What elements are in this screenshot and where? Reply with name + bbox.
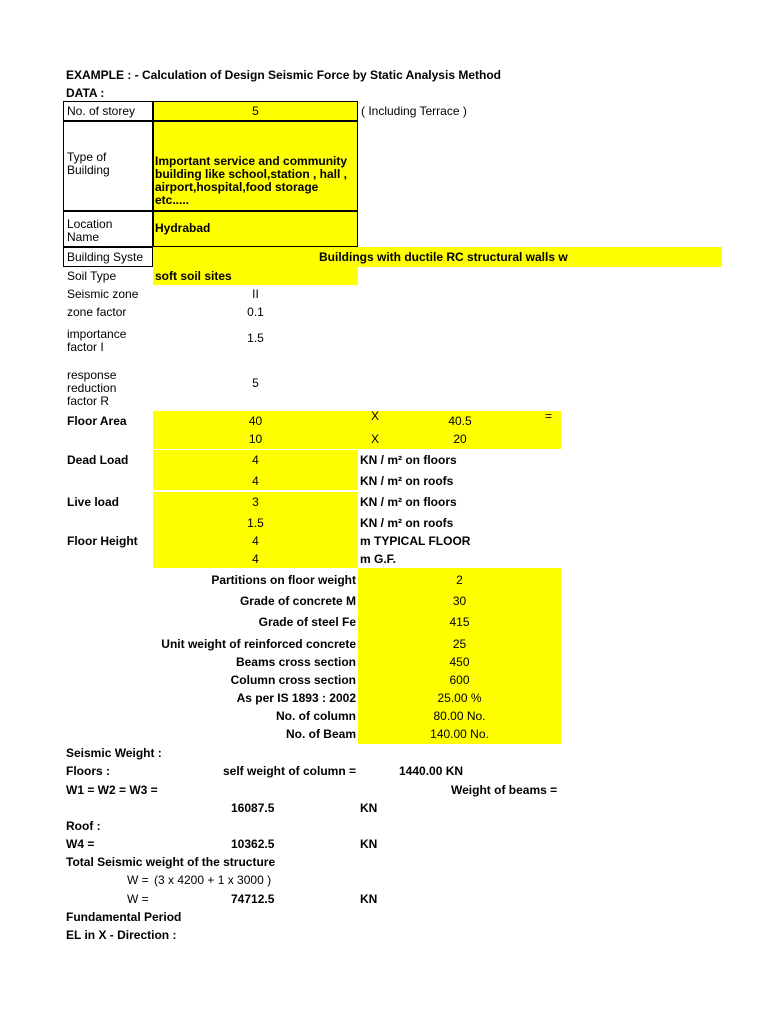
floor-height-label: Floor Height (67, 534, 138, 548)
dead-load-u1: KN / m² on floors (360, 453, 457, 467)
prop-label-beam-section: Beams cross section (235, 655, 356, 669)
response-value: 5 (252, 376, 259, 390)
importance-value: 1.5 (247, 331, 264, 345)
self-weight-value: 1440.00 KN (399, 764, 464, 778)
w-label: W = (127, 892, 149, 906)
live-load-u1: KN / m² on floors (360, 495, 457, 509)
self-weight-label: self weight of column = (223, 764, 357, 778)
building-system-value: Buildings with ductile RC structural walls w (319, 250, 568, 264)
floor-height-v1: 4 (252, 534, 259, 548)
w-formula-label: W = (127, 873, 149, 887)
dead-load-v1: 4 (252, 453, 259, 467)
floor-area-x1: X (371, 409, 380, 423)
building-type-label: Type of Building (67, 150, 110, 177)
prop-label-no-column: No. of column (276, 709, 356, 723)
roof-label: Roof : (66, 819, 101, 833)
prop-value-column-section[interactable]: 600 (449, 673, 470, 687)
w123-unit: KN (360, 801, 378, 815)
floor-area-label: Floor Area (67, 414, 127, 428)
storey-value: 5 (252, 104, 259, 118)
building-system-label: Building Syste (67, 250, 144, 264)
floor-height-u1: m TYPICAL FLOOR (360, 534, 471, 548)
soil-label: Soil Type (67, 269, 117, 283)
w4-label: W4 = (66, 837, 95, 851)
dead-load-label: Dead Load (67, 453, 129, 467)
seismic-zone-value: II (252, 287, 259, 301)
prop-value-beam-section[interactable]: 450 (449, 655, 470, 669)
floor-area-b2: 20 (453, 432, 467, 446)
data-heading: DATA : (66, 86, 105, 100)
live-load-label: Live load (67, 495, 120, 509)
prop-value-is1893[interactable]: 25.00 % (437, 691, 482, 705)
seismic-weight-heading: Seismic Weight : (66, 746, 162, 760)
floor-height-v2: 4 (252, 552, 259, 566)
live-load-v2: 1.5 (247, 516, 264, 530)
w-formula: (3 x 4200 + 1 x 3000 ) (154, 873, 272, 887)
floor-area-a1: 40 (248, 414, 263, 428)
floor-area-eq: = (545, 409, 553, 423)
prop-value-concrete-grade[interactable]: 30 (452, 594, 467, 608)
location-value: Hydrabad (155, 221, 211, 235)
fundamental-period-label: Fundamental Period (66, 910, 182, 924)
floors-label: Floors : (66, 764, 110, 778)
weight-beams-label: Weight of beams = (451, 783, 558, 797)
prop-label-concrete-grade: Grade of concrete M (239, 594, 356, 608)
w123-value: 16087.5 (231, 801, 275, 815)
storey-note: ( Including Terrace ) (361, 104, 467, 118)
prop-label-unit-weight: Unit weight of reinforced concrete (161, 637, 356, 651)
prop-value-no-column[interactable]: 80.00 No. (433, 709, 486, 723)
w4-value: 10362.5 (231, 837, 275, 851)
live-load-v1: 3 (252, 495, 259, 509)
floor-area-a2: 10 (248, 432, 263, 446)
dead-load-v2: 4 (252, 474, 259, 488)
building-type-value: Important service and community building like school,station , hall , airport,hospital,food storage etc..... (155, 154, 348, 207)
prop-label-partitions: Partitions on floor weight (211, 573, 356, 587)
location-label: Location Name (67, 217, 113, 244)
storey-label: No. of storey (67, 104, 136, 118)
prop-value-partitions[interactable]: 2 (456, 573, 463, 587)
prop-label-no-beam: No. of Beam (285, 727, 356, 741)
w123-label: W1 = W2 = W3 = (66, 783, 158, 797)
prop-value-steel-grade[interactable]: 415 (449, 615, 470, 629)
w4-unit: KN (360, 837, 378, 851)
zone-factor-label: zone factor (67, 305, 127, 319)
seismic-zone-label: Seismic zone (67, 287, 139, 301)
prop-value-unit-weight[interactable]: 25 (452, 637, 467, 651)
prop-label-is1893: As per IS 1893 : 2002 (236, 691, 356, 705)
floor-height-u2: m G.F. (360, 552, 397, 566)
prop-label-steel-grade: Grade of steel Fe (258, 615, 356, 629)
soil-value: soft soil sites (155, 269, 232, 283)
response-label: response reduction factor R (67, 368, 117, 408)
page-title: EXAMPLE : - Calculation of Design Seismic Force by Static Analysis Method (66, 68, 501, 82)
live-load-u2: KN / m² on roofs (360, 516, 454, 530)
dead-load-u2: KN / m² on roofs (360, 474, 454, 488)
w-value: 74712.5 (231, 892, 275, 906)
el-x-direction-label: EL in X - Direction : (66, 928, 177, 942)
w-unit: KN (360, 892, 378, 906)
zone-factor-value: 0.1 (247, 305, 264, 319)
importance-label: importance factor I (67, 327, 127, 354)
prop-label-column-section: Column cross section (230, 673, 356, 687)
floor-area-x2: X (371, 432, 380, 446)
floor-area-b1: 40.5 (448, 414, 472, 428)
prop-value-no-beam[interactable]: 140.00 No. (430, 727, 489, 741)
total-weight-label: Total Seismic weight of the structure (66, 855, 276, 869)
